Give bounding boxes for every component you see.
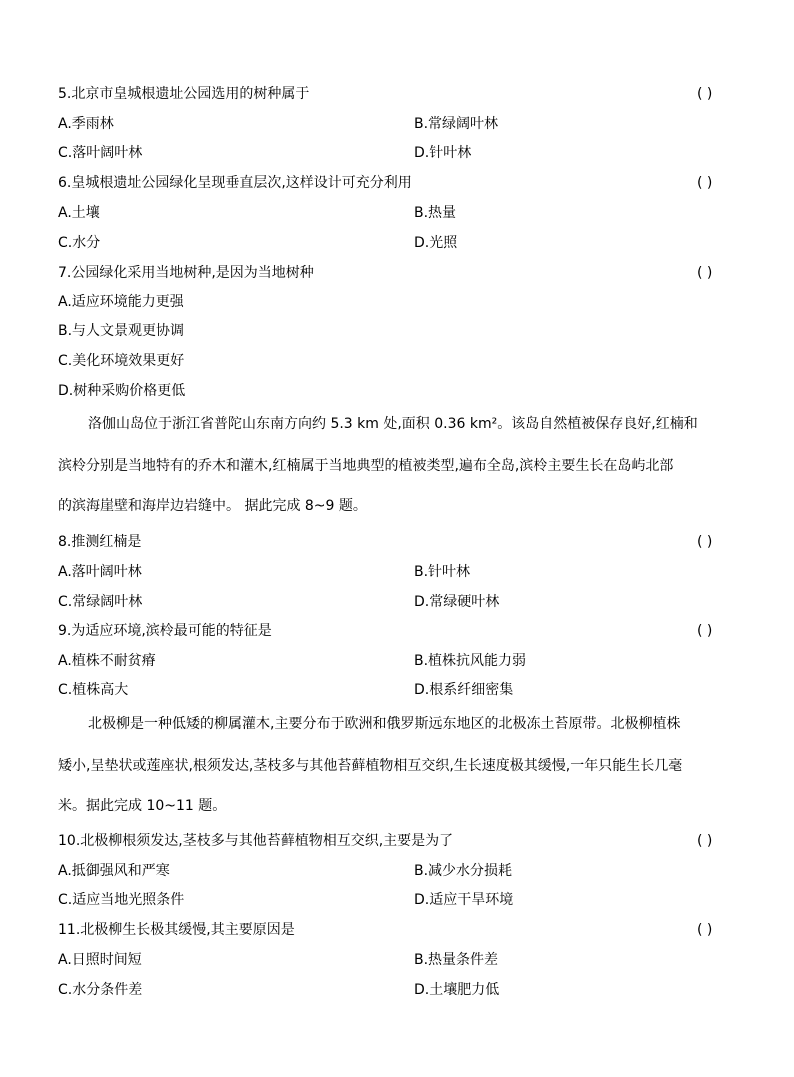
q5-option-a: A.季雨林 — [58, 116, 114, 132]
q7-stem: 7.公园绿化采用当地树种,是因为当地树种 — [58, 265, 314, 281]
q10-option-d: D.适应干旱环境 — [414, 892, 514, 908]
passage1-line2: 滨柃分别是当地特有的乔木和灌木,红楠属于当地典型的植被类型,遍布全岛,滨柃主要生长在岛屿北部 — [58, 458, 674, 474]
passage1-line3: 的滨海崖壁和海岸边岩缝中。 据此完成 8~9 题。 — [58, 498, 367, 514]
q5-stem: 5.北京市皇城根遗址公园选用的树种属于 — [58, 86, 310, 102]
q7-answer-paren: ( ) — [697, 265, 713, 281]
q7-option-a: A.适应环境能力更强 — [58, 294, 184, 310]
q6-answer-paren: ( ) — [697, 175, 713, 191]
q8-answer-paren: ( ) — [697, 534, 713, 550]
q6-option-b: B.热量 — [414, 205, 457, 221]
q11-option-b: B.热量条件差 — [414, 952, 499, 968]
q8-option-c: C.常绿阔叶林 — [58, 594, 143, 610]
q8-option-b: B.针叶林 — [414, 564, 471, 580]
q6-option-a: A.土壤 — [58, 205, 100, 221]
q7-option-b: B.与人文景观更协调 — [58, 323, 185, 339]
q5-option-d: D.针叶林 — [414, 145, 472, 161]
q10-option-a: A.抵御强风和严寒 — [58, 863, 170, 879]
q9-option-a: A.植株不耐贫瘠 — [58, 653, 156, 669]
q11-option-a: A.日照时间短 — [58, 952, 142, 968]
q5-answer-paren: ( ) — [697, 86, 713, 102]
q10-option-b: B.减少水分损耗 — [414, 863, 513, 879]
q9-option-d: D.根系纤细密集 — [414, 682, 514, 698]
q8-option-a: A.落叶阔叶林 — [58, 564, 142, 580]
q7-option-d: D.树种采购价格更低 — [58, 383, 186, 399]
q5-option-c: C.落叶阔叶林 — [58, 145, 143, 161]
q10-option-c: C.适应当地光照条件 — [58, 892, 185, 908]
q11-option-c: C.水分条件差 — [58, 982, 143, 998]
q7-option-c: C.美化环境效果更好 — [58, 353, 185, 369]
q6-stem: 6.皇城根遗址公园绿化呈现垂直层次,这样设计可充分利用 — [58, 175, 412, 191]
q11-answer-paren: ( ) — [697, 922, 713, 938]
q8-option-d: D.常绿硬叶林 — [414, 594, 500, 610]
q9-option-c: C.植株高大 — [58, 682, 129, 698]
q9-stem: 9.为适应环境,滨柃最可能的特征是 — [58, 623, 272, 639]
passage2-line2: 矮小,呈垫状或莲座状,根须发达,茎枝多与其他苔藓植物相互交织,生长速度极其缓慢,一年只能生长几毫 — [58, 758, 683, 774]
q11-option-d: D.土壤肥力低 — [414, 982, 500, 998]
q10-stem: 10.北极柳根须发达,茎枝多与其他苔藓植物相互交织,主要是为了 — [58, 833, 454, 849]
passage2-line1: 北极柳是一种低矮的柳属灌木,主要分布于欧洲和俄罗斯远东地区的北极冻土苔原带。北极柳植株 — [88, 716, 681, 732]
passage1-line1: 洛伽山岛位于浙江省普陀山东南方向约 5.3 km 处,面积 0.36 km²。该岛自然植被保存良好,红楠和 — [88, 416, 698, 432]
q9-option-b: B.植株抗风能力弱 — [414, 653, 527, 669]
q10-answer-paren: ( ) — [697, 833, 713, 849]
q6-option-d: D.光照 — [414, 235, 458, 251]
q9-answer-paren: ( ) — [697, 623, 713, 639]
q5-option-b: B.常绿阔叶林 — [414, 116, 499, 132]
q8-stem: 8.推测红楠是 — [58, 534, 142, 550]
q11-stem: 11.北极柳生长极其缓慢,其主要原因是 — [58, 922, 295, 938]
q6-option-c: C.水分 — [58, 235, 101, 251]
passage2-line3: 米。据此完成 10~11 题。 — [58, 798, 227, 814]
